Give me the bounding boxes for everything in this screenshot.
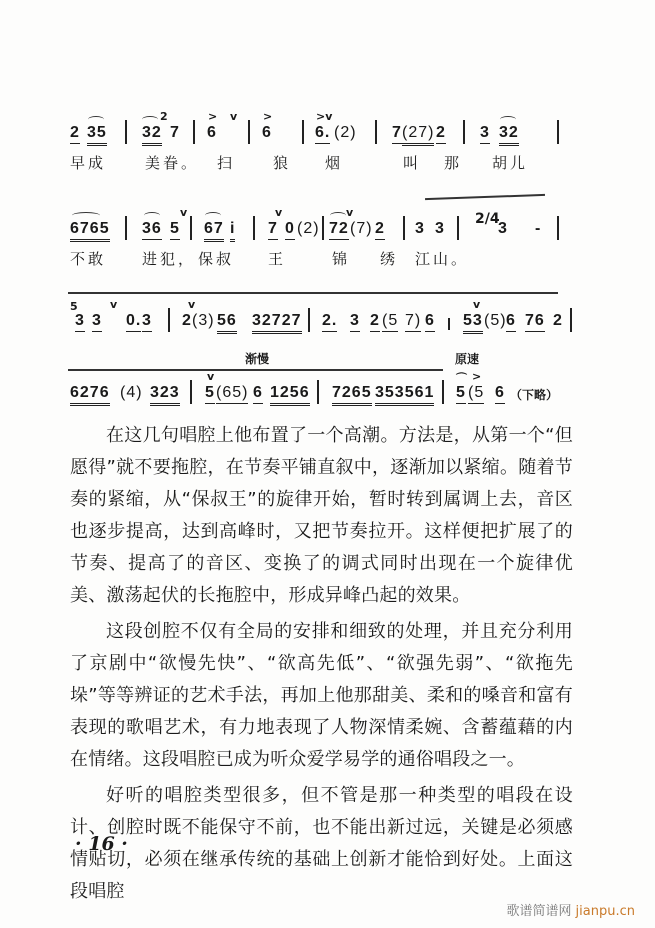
page-number: · 16 · — [75, 833, 128, 855]
paragraph-1: 在这几句唱腔上他布置了一个高潮。方法是，从第一个“但愿得”就不要拖腔，在节奏平铺直叙中，逐渐加以紧缩。随着节奏的紧缩，从“保叔王”的旋律开始，暂时转到属调上去，音区也逐步提高，达到高峰时，又把节奏拉开。这样便把扩展了的节奏、提高了的音区、变换了的调式同时出现在一个旋律优美、激荡起伏的长拖腔中，形成异峰凸起的效果。 — [70, 425, 573, 606]
note: 0 — [285, 220, 295, 240]
note: (3) — [192, 312, 215, 329]
lyric: 保叔 — [198, 250, 235, 268]
score-line-3 — [70, 298, 570, 336]
lyric: 王 — [268, 250, 287, 268]
score-line-4 — [70, 370, 570, 408]
barline — [557, 120, 559, 144]
barline — [248, 120, 250, 144]
lyric: 早成 — [70, 154, 107, 172]
accent-mark: >v — [316, 110, 333, 123]
note: 6765 — [70, 220, 110, 242]
slur-line — [425, 194, 545, 200]
note: 6 — [262, 124, 272, 141]
breath-mark: v — [207, 370, 215, 383]
note: 6 — [253, 384, 263, 404]
barline — [322, 216, 324, 240]
note: (2) — [297, 220, 320, 237]
barline — [317, 380, 319, 404]
paragraph-2: 这段创腔不仅有全局的安排和细致的处理，并且充分利用了京剧中“欲慢先快”、“欲高先低”、“欲强先弱”、“欲拖先垛”等等辨证的艺术手法，再加上他那甜美、柔和的嗓音和富有表现的歌唱艺术，有力地表现了人物深情柔婉、含蓄蕴藉的内在情绪。这段唱腔已成为听众爱学易学的通俗唱段之一。 — [70, 621, 573, 770]
slur — [205, 212, 221, 219]
barline — [448, 318, 450, 330]
note: (7) — [350, 220, 373, 237]
note: 3 — [498, 220, 508, 237]
note: 323 — [150, 384, 180, 406]
note: 3 — [435, 220, 445, 237]
barline — [557, 216, 559, 240]
note: i — [230, 220, 235, 242]
note: 6. — [315, 124, 330, 144]
lyric: 江山。 — [415, 250, 470, 268]
note: 6276 — [70, 384, 110, 406]
lyric: 叫 — [403, 154, 422, 172]
note: 7265 — [332, 384, 372, 406]
note: 2 — [553, 312, 563, 329]
note: 2. — [322, 312, 337, 332]
barline — [190, 216, 192, 240]
paragraph-3: 好听的唱腔类型很多，但不管是那一种类型的唱段在设计、创腔时既不能保守不前，也不能出新过远，关键是必须感情贴切，必须在继承传统的基础上创新才能恰到好处。上面这段唱腔 — [70, 785, 573, 902]
breath-mark: v — [473, 298, 481, 311]
omitted-annotation: （下略） — [510, 388, 559, 402]
lyric: 不敢 — [70, 250, 107, 268]
note: 5 — [205, 384, 215, 404]
body-text — [70, 420, 573, 908]
note: 3 — [92, 312, 102, 332]
barline — [457, 216, 459, 240]
note: 2 — [70, 124, 80, 144]
note: 35 — [87, 124, 107, 146]
fermata-mark: ⌒ — [456, 372, 467, 385]
lyric-line-1 — [70, 152, 570, 172]
note: (65) — [216, 384, 248, 404]
barline — [125, 216, 127, 240]
note: 76 — [525, 312, 545, 332]
lyric: 烟 — [325, 154, 344, 172]
note: (2) — [334, 124, 357, 141]
slur — [144, 212, 160, 219]
barline — [125, 120, 127, 144]
barline — [570, 308, 572, 332]
breath-mark: v — [230, 110, 238, 123]
lyric: 狼 — [273, 154, 292, 172]
slur — [88, 116, 104, 123]
barline — [253, 216, 255, 240]
accent-mark: > — [208, 110, 218, 123]
note: 2 — [436, 124, 446, 144]
note: (27) — [402, 124, 434, 146]
breath-mark: v — [180, 206, 188, 219]
tempo-mark-a-tempo: 原速 — [455, 352, 480, 366]
lyric: 扫 — [217, 154, 236, 172]
slur — [500, 116, 516, 123]
barline — [168, 308, 170, 332]
note: (5 — [382, 312, 398, 332]
note: 353561 — [375, 384, 434, 406]
note: (4) — [120, 384, 143, 401]
note: 36 — [142, 220, 162, 240]
grace-note: 5 — [70, 300, 78, 313]
note: 6 — [207, 124, 217, 141]
note: 6 — [506, 312, 516, 332]
note: 56 — [217, 312, 237, 334]
accent-mark: > — [263, 110, 273, 123]
lyric-line-2 — [70, 248, 570, 268]
lyric: 锦 — [332, 250, 351, 268]
note: 7) — [405, 312, 421, 332]
note: 32 — [142, 124, 162, 146]
grace-note: 2 — [160, 110, 168, 123]
note: - — [535, 220, 542, 237]
note: 5 — [456, 384, 466, 404]
barline — [190, 380, 192, 404]
breath-mark: v — [275, 206, 283, 219]
note: 7 — [392, 124, 402, 144]
note: 67 — [204, 220, 224, 242]
lyric: 胡儿 — [492, 154, 529, 172]
breath-mark: v — [188, 298, 196, 311]
slur — [142, 116, 158, 123]
note: 72 — [329, 220, 349, 240]
note: 3 — [480, 124, 490, 144]
note: 6 — [495, 384, 505, 404]
note: 32 — [499, 124, 519, 146]
note: 32727 — [252, 312, 302, 334]
phrase-line — [68, 292, 558, 294]
note: 2 — [370, 312, 380, 332]
watermark-cn: 歌谱简谱网 — [506, 904, 572, 919]
accent-mark: > — [472, 370, 482, 383]
barline — [463, 120, 465, 144]
tempo-extension-line — [68, 369, 443, 371]
note: 2 — [182, 312, 192, 329]
barline — [302, 120, 304, 144]
note: 5 — [170, 220, 180, 240]
barline — [375, 120, 377, 144]
lyric: 美眷。 — [145, 154, 200, 172]
note: 3 — [415, 220, 425, 237]
note: (5 — [468, 384, 484, 404]
note: (5) — [484, 312, 507, 329]
lyric: 进犯， — [142, 250, 197, 268]
note: 7 — [170, 124, 180, 141]
barline — [442, 380, 444, 404]
barline — [308, 308, 310, 332]
note: 0. — [126, 312, 141, 332]
barline — [403, 216, 405, 240]
slur — [72, 212, 100, 219]
score-line-2 — [70, 206, 570, 244]
note: 53 — [463, 312, 483, 334]
tempo-mark-rit: 渐慢 — [245, 352, 270, 366]
note: 1256 — [270, 384, 310, 406]
watermark — [507, 900, 635, 919]
time-signature: 2/4 — [475, 211, 500, 227]
note: 7 — [268, 220, 278, 240]
note: 2 — [375, 220, 385, 240]
watermark-en: jianpu.cn — [575, 904, 635, 919]
slur — [330, 212, 346, 219]
lyric: 那 — [444, 154, 463, 172]
barline — [193, 120, 195, 144]
note: 6 — [425, 312, 435, 332]
score-line-1 — [70, 110, 570, 148]
breath-mark: v — [346, 206, 354, 219]
note: 3 — [350, 312, 360, 332]
breath-mark: v — [110, 298, 118, 311]
lyric: 绣 — [380, 250, 399, 268]
note: 3 — [75, 312, 85, 332]
note: 3 — [142, 312, 152, 332]
